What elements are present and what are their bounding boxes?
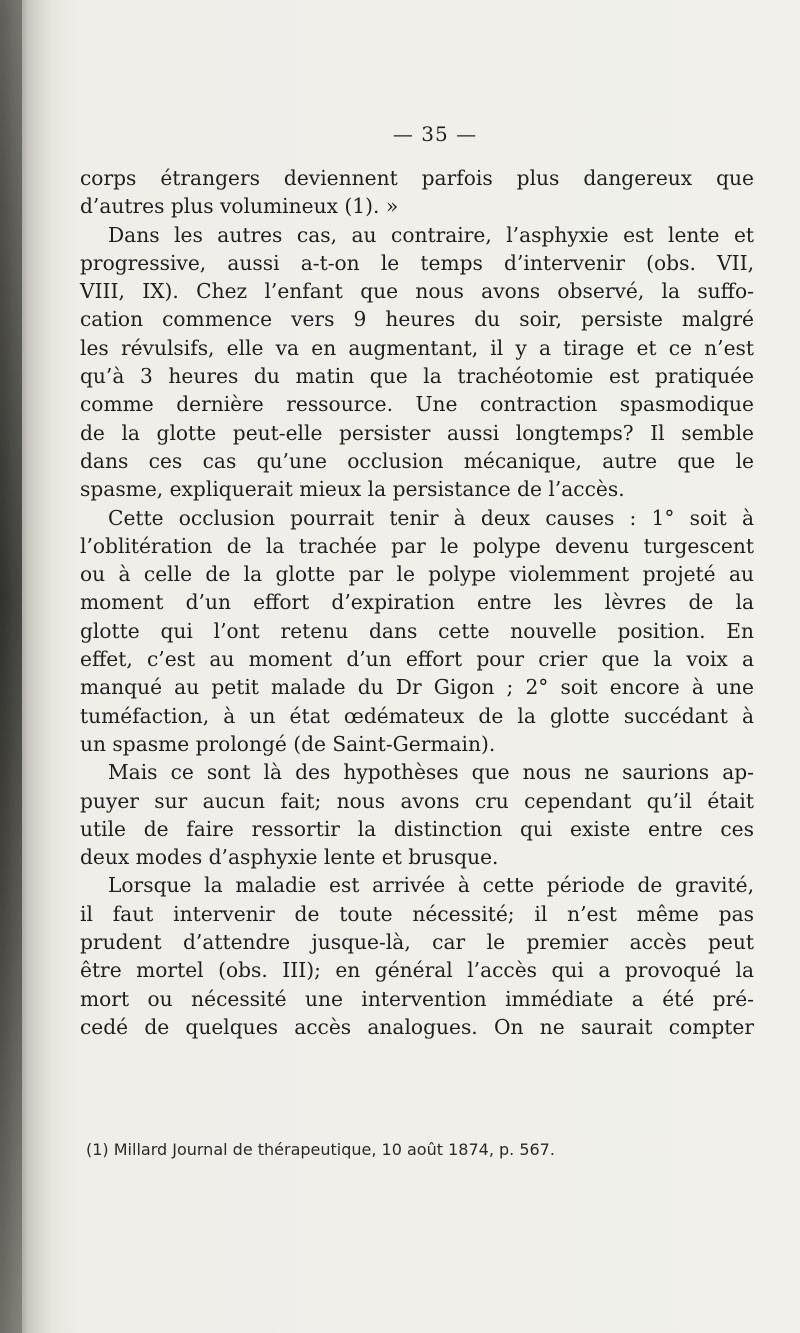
text-line: puyer sur aucun fait; nous avons cru cependant qu’il était [80,788,754,813]
text-line: dans ces cas qu’une occlusion mécanique, autre que le [80,448,754,473]
text-line: l’oblitération de la trachée par le polype devenu turgescent [80,533,754,558]
text-line: moment d’un effort d’expiration entre les lèvres de la [80,590,754,615]
text-line: Lorsque la maladie est arrivée à cette période de gravité, [108,873,754,898]
text-line: deux modes d’asphyxie lente et brusque. [80,845,499,870]
text-line: d’autres plus volumineux (1). » [80,194,399,219]
text-line: progressive, aussi a-t-on le temps d’intervenir (obs. VII, [80,250,754,275]
text-line: être mortel (obs. III); en général l’accès qui a provoqué la [80,958,754,983]
text-line: manqué au petit malade du Dr Gigon ; 2° soit encore à une [80,675,754,700]
text-line: corps étrangers deviennent parfois plus dangereux que [80,166,754,190]
text-line: glotte qui l’ont retenu dans cette nouvelle position. En [80,618,754,643]
text-line: qu’à 3 heures du matin que la trachéotomie est pratiquée [80,364,754,389]
text-line: VIII, IX). Chez l’enfant que nous avons observé, la suffo- [80,279,754,304]
text-line: utile de faire ressortir la distinction qui existe entre ces [80,816,754,841]
text-line: il faut intervenir de toute nécessité; il n’est même pas [80,901,754,926]
text-line: prudent d’attendre jusque-là, car le premier accès peut [80,930,754,955]
page-number: — 35 — [392,122,478,146]
text-line: Dans les autres cas, au contraire, l’asphyxie est lente et [108,222,754,247]
text-line: Cette occlusion pourrait tenir à deux causes : 1° soit à [108,505,754,530]
text-line: comme dernière ressource. Une contraction spasmodique [80,392,754,417]
text-line: ou à celle de la glotte par le polype violemment projeté au [80,562,754,587]
text-line: effet, c’est au moment d’un effort pour crier que la voix a [80,647,754,672]
text-line: spasme, expliquerait mieux la persistance de l’accès. [80,477,625,502]
text-line: les révulsifs, elle va en augmentant, il y a tirage et ce n’est [80,335,754,360]
text-line: cation commence vers 9 heures du soir, persiste malgré [80,307,754,332]
text-line: mort ou nécessité une intervention immédiate a été pré- [80,986,754,1011]
text-line: tuméfaction, à un état œdémateux de la glotte succédant à [80,703,754,728]
body-text [80,164,754,1041]
text-line: Mais ce sont là des hypothèses que nous ne saurions ap- [108,760,754,785]
text-line: de la glotte peut-elle persister aussi longtemps? Il semble [80,420,754,445]
footnote: (1) Millard Journal de thérapeutique, 10 août 1874, p. 567. [86,1140,555,1159]
text-line: cedé de quelques accès analogues. On ne saurait compter [80,1014,754,1039]
text-line: un spasme prolongé (de Saint-Germain). [80,731,496,756]
book-binding-shadow [0,0,22,1333]
